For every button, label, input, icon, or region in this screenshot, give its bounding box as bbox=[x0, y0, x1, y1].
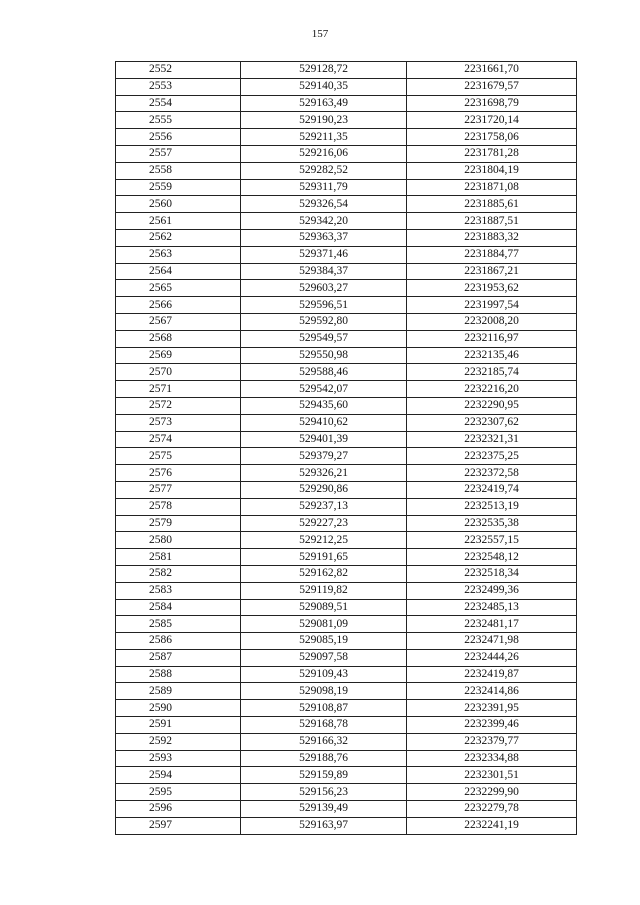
y-coordinate-cell: 2231679,57 bbox=[407, 78, 577, 95]
table-row bbox=[116, 549, 577, 566]
table-row bbox=[116, 532, 577, 549]
table-row bbox=[116, 112, 577, 129]
table-row bbox=[116, 129, 577, 146]
x-coordinate-cell: 529371,46 bbox=[241, 246, 407, 263]
x-coordinate-cell: 529190,23 bbox=[241, 112, 407, 129]
table-row bbox=[116, 263, 577, 280]
point-number-cell: 2553 bbox=[116, 78, 241, 95]
point-number-cell: 2569 bbox=[116, 347, 241, 364]
x-coordinate-cell: 529549,57 bbox=[241, 330, 407, 347]
point-number-cell: 2592 bbox=[116, 733, 241, 750]
x-coordinate-cell: 529108,87 bbox=[241, 700, 407, 717]
point-number-cell: 2570 bbox=[116, 364, 241, 381]
y-coordinate-cell: 2232379,77 bbox=[407, 733, 577, 750]
x-coordinate-cell: 529085,19 bbox=[241, 633, 407, 650]
x-coordinate-cell: 529227,23 bbox=[241, 515, 407, 532]
x-coordinate-cell: 529188,76 bbox=[241, 750, 407, 767]
point-number-cell: 2595 bbox=[116, 784, 241, 801]
x-coordinate-cell: 529435,60 bbox=[241, 397, 407, 414]
table-row bbox=[116, 229, 577, 246]
point-number-cell: 2588 bbox=[116, 666, 241, 683]
x-coordinate-cell: 529363,37 bbox=[241, 229, 407, 246]
point-number-cell: 2564 bbox=[116, 263, 241, 280]
y-coordinate-cell: 2231997,54 bbox=[407, 297, 577, 314]
y-coordinate-cell: 2232481,17 bbox=[407, 616, 577, 633]
point-number-cell: 2578 bbox=[116, 498, 241, 515]
table-row bbox=[116, 448, 577, 465]
table-row bbox=[116, 801, 577, 818]
x-coordinate-cell: 529089,51 bbox=[241, 599, 407, 616]
y-coordinate-cell: 2231698,79 bbox=[407, 95, 577, 112]
point-number-cell: 2584 bbox=[116, 599, 241, 616]
y-coordinate-cell: 2232399,46 bbox=[407, 717, 577, 734]
point-number-cell: 2575 bbox=[116, 448, 241, 465]
point-number-cell: 2589 bbox=[116, 683, 241, 700]
x-coordinate-cell: 529379,27 bbox=[241, 448, 407, 465]
table-row bbox=[116, 733, 577, 750]
x-coordinate-cell: 529156,23 bbox=[241, 784, 407, 801]
point-number-cell: 2561 bbox=[116, 213, 241, 230]
point-number-cell: 2565 bbox=[116, 280, 241, 297]
point-number-cell: 2558 bbox=[116, 162, 241, 179]
table-row bbox=[116, 179, 577, 196]
table-row bbox=[116, 162, 577, 179]
y-coordinate-cell: 2232116,97 bbox=[407, 330, 577, 347]
page-number: 157 bbox=[311, 28, 329, 40]
x-coordinate-cell: 529098,19 bbox=[241, 683, 407, 700]
point-number-cell: 2593 bbox=[116, 750, 241, 767]
y-coordinate-cell: 2232414,86 bbox=[407, 683, 577, 700]
y-coordinate-cell: 2232513,19 bbox=[407, 498, 577, 515]
y-coordinate-cell: 2232557,15 bbox=[407, 532, 577, 549]
table-row bbox=[116, 347, 577, 364]
point-number-cell: 2597 bbox=[116, 817, 241, 834]
point-number-cell: 2596 bbox=[116, 801, 241, 818]
table-row bbox=[116, 145, 577, 162]
table-row bbox=[116, 297, 577, 314]
y-coordinate-cell: 2231871,08 bbox=[407, 179, 577, 196]
point-number-cell: 2577 bbox=[116, 481, 241, 498]
y-coordinate-cell: 2232185,74 bbox=[407, 364, 577, 381]
table-row bbox=[116, 431, 577, 448]
point-number-cell: 2573 bbox=[116, 414, 241, 431]
coordinates-table bbox=[115, 61, 577, 835]
y-coordinate-cell: 2232135,46 bbox=[407, 347, 577, 364]
point-number-cell: 2560 bbox=[116, 196, 241, 213]
y-coordinate-cell: 2232008,20 bbox=[407, 313, 577, 330]
y-coordinate-cell: 2232535,38 bbox=[407, 515, 577, 532]
table-row bbox=[116, 196, 577, 213]
table-row bbox=[116, 649, 577, 666]
table-row bbox=[116, 599, 577, 616]
y-coordinate-cell: 2232485,13 bbox=[407, 599, 577, 616]
x-coordinate-cell: 529542,07 bbox=[241, 381, 407, 398]
point-number-cell: 2566 bbox=[116, 297, 241, 314]
point-number-cell: 2587 bbox=[116, 649, 241, 666]
x-coordinate-cell: 529212,25 bbox=[241, 532, 407, 549]
point-number-cell: 2594 bbox=[116, 767, 241, 784]
table-row bbox=[116, 498, 577, 515]
table-row bbox=[116, 397, 577, 414]
table-row bbox=[116, 767, 577, 784]
y-coordinate-cell: 2232321,31 bbox=[407, 431, 577, 448]
table-row bbox=[116, 481, 577, 498]
y-coordinate-cell: 2232372,58 bbox=[407, 465, 577, 482]
table-row bbox=[116, 700, 577, 717]
x-coordinate-cell: 529128,72 bbox=[241, 62, 407, 79]
y-coordinate-cell: 2232391,95 bbox=[407, 700, 577, 717]
x-coordinate-cell: 529326,21 bbox=[241, 465, 407, 482]
x-coordinate-cell: 529216,06 bbox=[241, 145, 407, 162]
table-row bbox=[116, 515, 577, 532]
x-coordinate-cell: 529326,54 bbox=[241, 196, 407, 213]
point-number-cell: 2563 bbox=[116, 246, 241, 263]
x-coordinate-cell: 529163,49 bbox=[241, 95, 407, 112]
x-coordinate-cell: 529159,89 bbox=[241, 767, 407, 784]
table-row bbox=[116, 246, 577, 263]
point-number-cell: 2572 bbox=[116, 397, 241, 414]
y-coordinate-cell: 2231758,06 bbox=[407, 129, 577, 146]
point-number-cell: 2557 bbox=[116, 145, 241, 162]
y-coordinate-cell: 2231883,32 bbox=[407, 229, 577, 246]
y-coordinate-cell: 2232307,62 bbox=[407, 414, 577, 431]
y-coordinate-cell: 2232499,36 bbox=[407, 582, 577, 599]
y-coordinate-cell: 2231884,77 bbox=[407, 246, 577, 263]
y-coordinate-cell: 2231887,51 bbox=[407, 213, 577, 230]
point-number-cell: 2556 bbox=[116, 129, 241, 146]
y-coordinate-cell: 2231804,19 bbox=[407, 162, 577, 179]
y-coordinate-cell: 2232334,88 bbox=[407, 750, 577, 767]
table-row bbox=[116, 683, 577, 700]
table-row bbox=[116, 582, 577, 599]
point-number-cell: 2591 bbox=[116, 717, 241, 734]
x-coordinate-cell: 529081,09 bbox=[241, 616, 407, 633]
table-row bbox=[116, 565, 577, 582]
table-row bbox=[116, 717, 577, 734]
table-row bbox=[116, 95, 577, 112]
x-coordinate-cell: 529342,20 bbox=[241, 213, 407, 230]
point-number-cell: 2586 bbox=[116, 633, 241, 650]
x-coordinate-cell: 529211,35 bbox=[241, 129, 407, 146]
y-coordinate-cell: 2232241,19 bbox=[407, 817, 577, 834]
x-coordinate-cell: 529097,58 bbox=[241, 649, 407, 666]
x-coordinate-cell: 529191,65 bbox=[241, 549, 407, 566]
point-number-cell: 2583 bbox=[116, 582, 241, 599]
point-number-cell: 2574 bbox=[116, 431, 241, 448]
y-coordinate-cell: 2232279,78 bbox=[407, 801, 577, 818]
y-coordinate-cell: 2231720,14 bbox=[407, 112, 577, 129]
y-coordinate-cell: 2232299,90 bbox=[407, 784, 577, 801]
y-coordinate-cell: 2231867,21 bbox=[407, 263, 577, 280]
y-coordinate-cell: 2231953,62 bbox=[407, 280, 577, 297]
x-coordinate-cell: 529168,78 bbox=[241, 717, 407, 734]
x-coordinate-cell: 529237,13 bbox=[241, 498, 407, 515]
x-coordinate-cell: 529140,35 bbox=[241, 78, 407, 95]
table-row bbox=[116, 633, 577, 650]
point-number-cell: 2576 bbox=[116, 465, 241, 482]
x-coordinate-cell: 529596,51 bbox=[241, 297, 407, 314]
x-coordinate-cell: 529290,86 bbox=[241, 481, 407, 498]
coordinates-table-body bbox=[116, 62, 577, 835]
x-coordinate-cell: 529588,46 bbox=[241, 364, 407, 381]
point-number-cell: 2554 bbox=[116, 95, 241, 112]
point-number-cell: 2567 bbox=[116, 313, 241, 330]
y-coordinate-cell: 2232444,26 bbox=[407, 649, 577, 666]
point-number-cell: 2580 bbox=[116, 532, 241, 549]
y-coordinate-cell: 2232419,87 bbox=[407, 666, 577, 683]
table-row bbox=[116, 750, 577, 767]
point-number-cell: 2562 bbox=[116, 229, 241, 246]
x-coordinate-cell: 529550,98 bbox=[241, 347, 407, 364]
table-row bbox=[116, 280, 577, 297]
y-coordinate-cell: 2232290,95 bbox=[407, 397, 577, 414]
table-row bbox=[116, 616, 577, 633]
x-coordinate-cell: 529311,79 bbox=[241, 179, 407, 196]
x-coordinate-cell: 529109,43 bbox=[241, 666, 407, 683]
y-coordinate-cell: 2232375,25 bbox=[407, 448, 577, 465]
x-coordinate-cell: 529119,82 bbox=[241, 582, 407, 599]
x-coordinate-cell: 529384,37 bbox=[241, 263, 407, 280]
table-row bbox=[116, 62, 577, 79]
x-coordinate-cell: 529410,62 bbox=[241, 414, 407, 431]
table-row bbox=[116, 313, 577, 330]
table-row bbox=[116, 330, 577, 347]
table-row bbox=[116, 381, 577, 398]
y-coordinate-cell: 2232216,20 bbox=[407, 381, 577, 398]
y-coordinate-cell: 2232471,98 bbox=[407, 633, 577, 650]
point-number-cell: 2581 bbox=[116, 549, 241, 566]
y-coordinate-cell: 2232301,51 bbox=[407, 767, 577, 784]
table-row bbox=[116, 78, 577, 95]
y-coordinate-cell: 2231661,70 bbox=[407, 62, 577, 79]
x-coordinate-cell: 529603,27 bbox=[241, 280, 407, 297]
x-coordinate-cell: 529139,49 bbox=[241, 801, 407, 818]
point-number-cell: 2590 bbox=[116, 700, 241, 717]
point-number-cell: 2571 bbox=[116, 381, 241, 398]
x-coordinate-cell: 529163,97 bbox=[241, 817, 407, 834]
point-number-cell: 2579 bbox=[116, 515, 241, 532]
point-number-cell: 2585 bbox=[116, 616, 241, 633]
table-row bbox=[116, 465, 577, 482]
table-row bbox=[116, 213, 577, 230]
table-row bbox=[116, 666, 577, 683]
table-row bbox=[116, 784, 577, 801]
y-coordinate-cell: 2232419,74 bbox=[407, 481, 577, 498]
x-coordinate-cell: 529401,39 bbox=[241, 431, 407, 448]
point-number-cell: 2552 bbox=[116, 62, 241, 79]
x-coordinate-cell: 529592,80 bbox=[241, 313, 407, 330]
x-coordinate-cell: 529166,32 bbox=[241, 733, 407, 750]
y-coordinate-cell: 2232518,34 bbox=[407, 565, 577, 582]
y-coordinate-cell: 2231781,28 bbox=[407, 145, 577, 162]
point-number-cell: 2559 bbox=[116, 179, 241, 196]
point-number-cell: 2582 bbox=[116, 565, 241, 582]
point-number-cell: 2555 bbox=[116, 112, 241, 129]
table-row bbox=[116, 414, 577, 431]
x-coordinate-cell: 529162,82 bbox=[241, 565, 407, 582]
y-coordinate-cell: 2232548,12 bbox=[407, 549, 577, 566]
table-row bbox=[116, 364, 577, 381]
point-number-cell: 2568 bbox=[116, 330, 241, 347]
y-coordinate-cell: 2231885,61 bbox=[407, 196, 577, 213]
table-row bbox=[116, 817, 577, 834]
x-coordinate-cell: 529282,52 bbox=[241, 162, 407, 179]
